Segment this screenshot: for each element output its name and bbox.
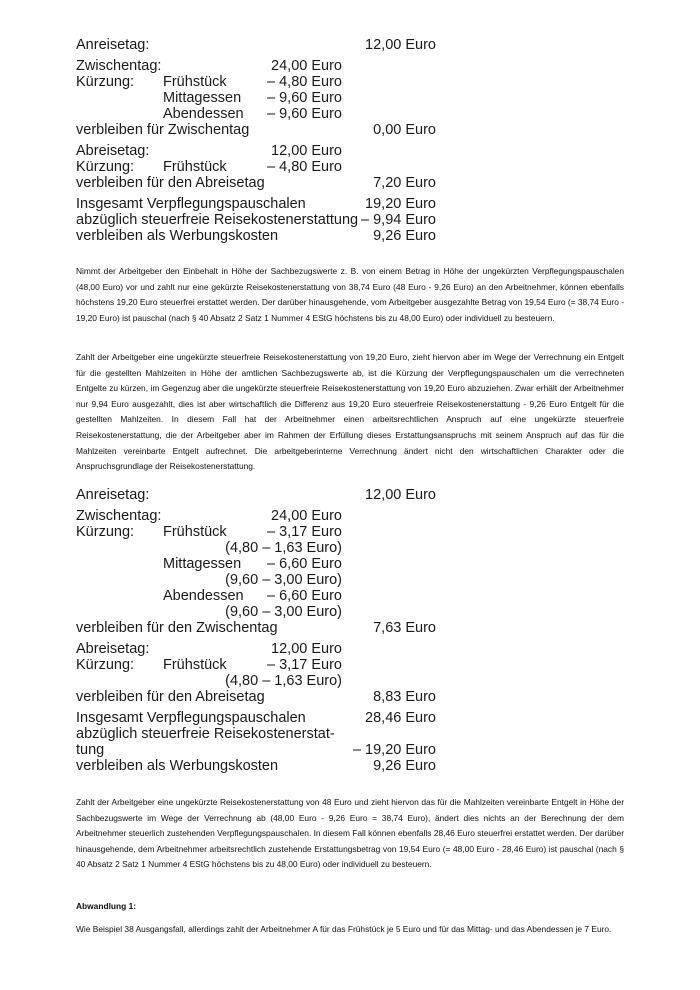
table-cell: – 9,94 Euro	[361, 212, 436, 228]
table-cell: tung	[76, 742, 105, 758]
calculation-table-1	[76, 37, 436, 244]
table-cell: – 9,60 Euro	[267, 106, 342, 122]
table-row	[76, 556, 436, 572]
table-row	[76, 122, 436, 138]
table-row	[76, 159, 436, 175]
table-row	[76, 572, 436, 588]
calculation-table-2	[76, 487, 436, 774]
table-cell: Kürzung:	[76, 524, 135, 540]
table-cell: (4,80 – 1,63 Euro)	[225, 540, 342, 556]
table-cell: verbleiben für Zwischentag	[76, 122, 250, 138]
paragraph-4: Wie Beispiel 38 Ausgangsfall, allerdings zahlt der Arbeitnehmer A für das Frühstück je 5 Euro und für das Mittag- und das Abendessen je 7 Euro.	[76, 924, 612, 934]
table-cell: 19,20 Euro	[365, 196, 436, 212]
table-cell: – 4,80 Euro	[267, 74, 342, 90]
table-row	[76, 742, 436, 758]
table-cell: Abreisetag:	[76, 143, 150, 159]
table-cell: abzüglich steuerfreie Reisekostenerstattung	[76, 212, 359, 228]
table-cell: – 6,60 Euro	[267, 588, 342, 604]
table-cell: 24,00 Euro	[271, 508, 342, 524]
table-cell: – 9,60 Euro	[267, 90, 342, 106]
table-row	[76, 588, 436, 604]
table-cell: Abreisetag:	[76, 641, 150, 657]
table-cell: Abendessen	[163, 588, 244, 604]
table-cell: 12,00 Euro	[271, 641, 342, 657]
table-cell: – 4,80 Euro	[267, 159, 342, 175]
table-cell: verbleiben als Werbungskosten	[76, 228, 279, 244]
table-cell: (9,60 – 3,00 Euro)	[225, 572, 342, 588]
table-cell: Mittagessen	[163, 556, 242, 572]
paragraph-3: Zahlt der Arbeitgeber eine ungekürzte Reisekostenerstattung von 48 Euro und zieht hiervon das für die Mahlzeiten vereinbarte Entgelt in Höhe der Sachbezugswerte im Wege der Verrechnung ab (48,00 Euro - 9,26 Euro = 38,74 Euro), ändert dies nichts an der Berechnung der dem Arbeitnehmer steuerlich zustehenden Verpflegungspauschalen. In diesem Fall können ebenfalls 28,46 Euro steuerfrei erstattet werden. Der darüber hinausgehende, dem Arbeitnehmer arbeitsrechtlich zustehende Erstattungsbetrag von 19,54 Euro (= 48,00 Euro - 28,46 Euro) ist pauschal (nach § 40 Absatz 2 Satz 1 Nummer 4 EStG höchstens bis zu 48,00 Euro) oder individuell zu besteuern.	[76, 797, 624, 870]
table-row	[76, 212, 436, 228]
table-cell: 24,00 Euro	[271, 58, 342, 74]
table-cell: 12,00 Euro	[271, 143, 342, 159]
table-row	[76, 620, 436, 636]
table-row	[76, 228, 436, 244]
table-cell: Frühstück	[163, 524, 227, 540]
table-cell: – 3,17 Euro	[267, 657, 342, 673]
table-row	[76, 540, 436, 556]
table-row	[76, 758, 436, 774]
table-row	[76, 710, 436, 726]
table-row	[76, 657, 436, 673]
table-row	[76, 37, 436, 53]
table-cell: Anreisetag:	[76, 487, 150, 503]
table-cell: Anreisetag:	[76, 37, 150, 53]
table-row	[76, 524, 436, 540]
table-cell: Frühstück	[163, 657, 227, 673]
paragraph-2: Zahlt der Arbeitgeber eine ungekürzte steuerfreie Reisekostenerstattung von 19,20 Euro, zieht hiervon aber im Wege der Verrechnung ein Entgelt für die gestellten Mahlzeiten in Höhe der amtlichen Sachbezugswerte ab, ist die Kürzung der Verpflegungspauschalen um die verrechneten Entgelte zu kürzen, im Gegenzug aber die ungekürzte steuerfreie Reisekostenerstattung von 19,20 Euro abzuziehen. Zwar erhält der Arbeitnehmer nur 9,94 Euro ausgezahlt, dies ist aber wirtschaftlich die Differenz aus 19,20 Euro steuerfreie Reisekostenerstattung - 9,26 Euro Entgelt für die gestellten Mahlzeiten. In diesem Fall hat der Arbeitnehmer einen arbeitsrechtlichen Anspruch auf eine ungekürzte steuerfreie Reisekostenerstattung, die der Arbeitgeber aber im Rahmen der Erfüllung dieses Erstattungsanspruchs mit seinem Anspruch auf das für die Mahlzeiten vereinbarte Entgelt aufrechnet. Die arbeitgeberinterne Verrechnung ändert nicht den wirtschaftlichen Charakter oder die Anspruchsgrundlage der Reisekostenerstattung.	[76, 352, 624, 472]
table-row	[76, 487, 436, 503]
section-heading: Abwandlung 1:	[76, 901, 137, 911]
table-cell: verbleiben für den Abreisetag	[76, 175, 265, 191]
table-cell: 7,20 Euro	[373, 175, 436, 191]
table-cell: 0,00 Euro	[373, 122, 436, 138]
table-cell: Insgesamt Verpflegungspauschalen	[76, 710, 306, 726]
table-cell: Kürzung:	[76, 159, 135, 175]
table-row	[76, 58, 436, 74]
table-cell: Frühstück	[163, 74, 227, 90]
table-cell: verbleiben als Werbungskosten	[76, 758, 279, 774]
paragraph-1: Nimmt der Arbeitgeber den Einbehalt in Höhe der Sachbezugswerte z. B. von einem Betrag in Höhe der ungekürzten Verpflegungspauschalen (48,00 Euro) vor und zahlt nur eine gekürzte Reisekostenerstattung von 38,74 Euro (48 Euro - 9,26 Euro) an den Arbeitnehmer, können ebenfalls höchstens 19,20 Euro steuerfrei erstattet werden. Der darüber hinausgehende, vom Arbeitgeber ausgezahlte Betrag von 19,54 Euro (= 38,74 Euro - 19,20 Euro) ist pauschal (nach § 40 Absatz 2 Satz 1 Nummer 4 EStG höchstens bis zu 48,00 Euro) oder individuell zu besteuern.	[76, 266, 624, 323]
table-cell: Insgesamt Verpflegungspauschalen	[76, 196, 306, 212]
table-cell: – 3,17 Euro	[267, 524, 342, 540]
table-cell: 8,83 Euro	[373, 689, 436, 705]
table-cell: verbleiben für den Abreisetag	[76, 689, 265, 705]
table-cell: – 6,60 Euro	[267, 556, 342, 572]
table-row	[76, 726, 436, 742]
table-cell: 9,26 Euro	[373, 228, 436, 244]
table-cell: 28,46 Euro	[365, 710, 436, 726]
table-cell: verbleiben für den Zwischentag	[76, 620, 278, 636]
table-row	[76, 106, 436, 122]
table-cell: abzüglich steuerfreie Reisekostenerstat-	[76, 726, 335, 742]
table-cell: Kürzung:	[76, 74, 135, 90]
table-cell: 9,26 Euro	[373, 758, 436, 774]
table-row	[76, 604, 436, 620]
table-row	[76, 74, 436, 90]
table-cell: 12,00 Euro	[365, 487, 436, 503]
table-cell: Zwischentag:	[76, 508, 162, 524]
table-cell: 7,63 Euro	[373, 620, 436, 636]
table-cell: (9,60 – 3,00 Euro)	[225, 604, 342, 620]
table-cell: 12,00 Euro	[365, 37, 436, 53]
table-row	[76, 175, 436, 191]
table-row	[76, 90, 436, 106]
table-cell: (4,80 – 1,63 Euro)	[225, 673, 342, 689]
table-row	[76, 689, 436, 705]
table-cell: Kürzung:	[76, 657, 135, 673]
table-row	[76, 641, 436, 657]
table-row	[76, 196, 436, 212]
table-cell: – 19,20 Euro	[352, 742, 436, 758]
table-row	[76, 143, 436, 159]
table-cell: Zwischentag:	[76, 58, 162, 74]
table-row	[76, 508, 436, 524]
table-cell: Frühstück	[163, 159, 227, 175]
table-row	[76, 673, 436, 689]
table-cell: Mittagessen	[163, 90, 242, 106]
table-cell: Abendessen	[163, 106, 244, 122]
